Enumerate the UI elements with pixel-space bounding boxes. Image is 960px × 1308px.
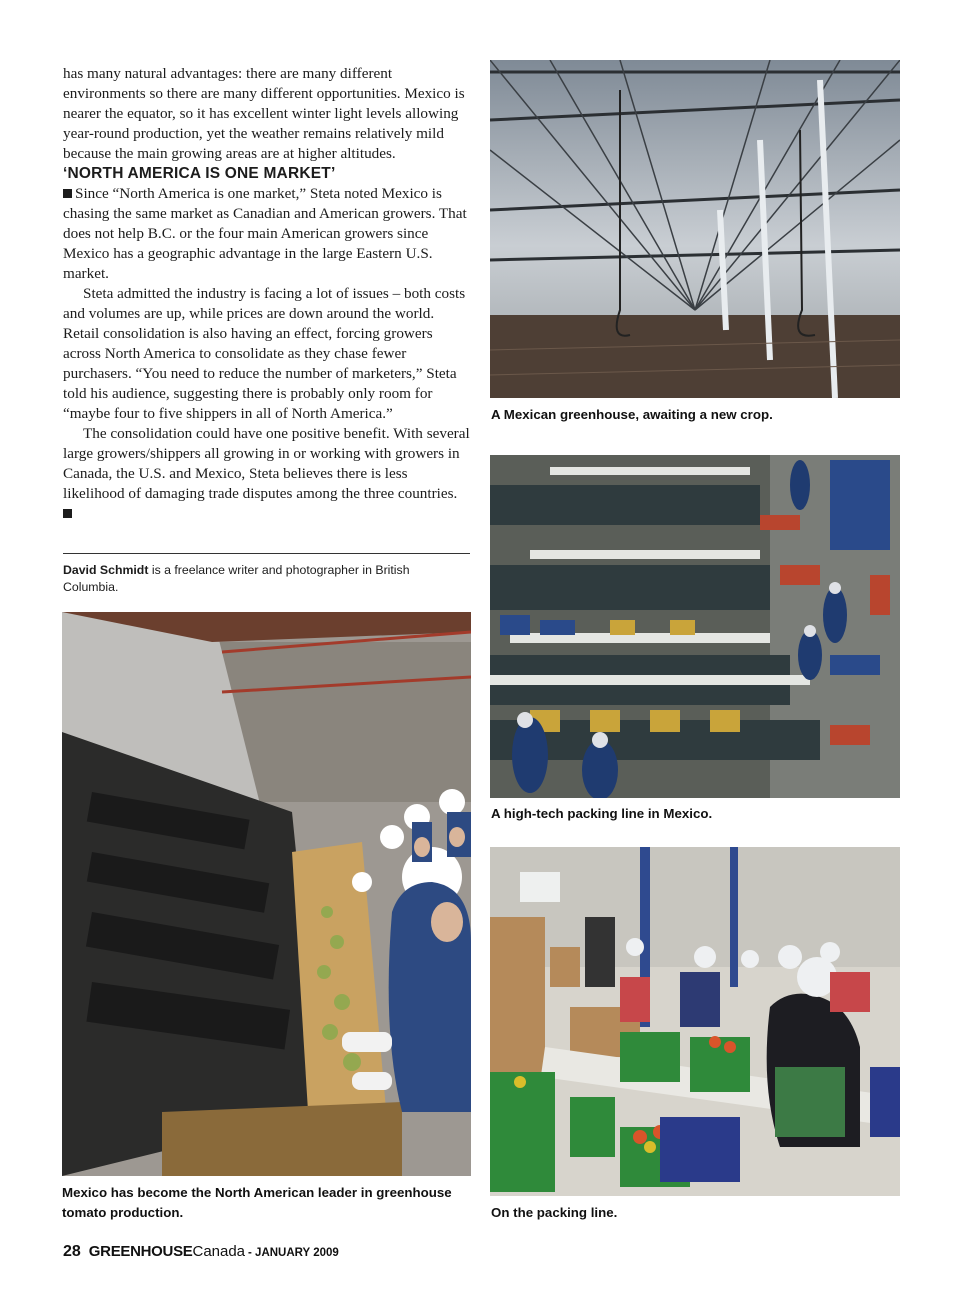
article-paragraph — [63, 184, 470, 284]
page-number: 28 — [63, 1243, 81, 1260]
issue-date: - JANUARY 2009 — [248, 1247, 339, 1259]
packing-workers-photo — [490, 847, 900, 1196]
article-body — [63, 64, 470, 524]
article-paragraph-text: Since “North America is one market,” Steta noted Mexico is chasing the same market as Canadian and American growers. That does not help B.C. or the four main American growers since Mexico has a geographic advantage in the large Eastern U.S. market. — [63, 185, 467, 282]
page-footer — [63, 1243, 339, 1263]
caption-greenhouse: A Mexican greenhouse, awaiting a new crop. — [491, 407, 773, 422]
caption-packing-line-hightech: A high-tech packing line in Mexico. — [491, 806, 713, 821]
packing-line-photo — [490, 455, 900, 798]
author-name: David Schmidt — [63, 563, 149, 577]
article-paragraph: Steta admitted the industry is facing a lot of issues – both costs and volumes are up, while prices are down around the world. Retail consolidation is also having an effect, forcing growers across North America to consolidate as they chase fewer purchasers. “You need to reduce the number of marketers,” Steta told his audience, suggesting there is probably only room for “maybe four to five shippers in all of North America.” — [63, 285, 466, 422]
author-bio — [63, 562, 463, 596]
author-bio-text: is a freelance writer and photographer in British Columbia. — [63, 563, 410, 594]
article-paragraph — [63, 424, 470, 524]
section-marker-icon — [63, 189, 72, 198]
end-mark-icon — [63, 509, 72, 518]
caption-packing-line: On the packing line. — [491, 1205, 618, 1220]
article-paragraph-text: The consolidation could have one positive benefit. With several large growers/shippers all growing in or working with growers in Canada, the U.S. and Mexico, Steta believes there is less likelihood of damaging trade disputes among the three countries. — [63, 425, 470, 502]
magazine-name-bold: GREENHOUSE — [88, 1243, 193, 1260]
section-heading: ‘NORTH AMERICA IS ONE MARKET’ — [63, 165, 336, 182]
divider — [63, 553, 470, 554]
magazine-name-light: Canada — [192, 1243, 246, 1260]
article-paragraph-intro: has many natural advantages: there are many different environments so there are many different opportunities. Mexico is nearer the equator, so it has excellent winter light levels allowing year-round production, yet the weather remains relatively mild because the main growing areas are at higher altitudes. — [63, 65, 465, 162]
caption-tomato-leader: Mexico has become the North American leader in greenhouse tomato production. — [62, 1185, 452, 1220]
tomato-sorting-photo — [62, 612, 471, 1176]
greenhouse-photo — [490, 60, 900, 398]
